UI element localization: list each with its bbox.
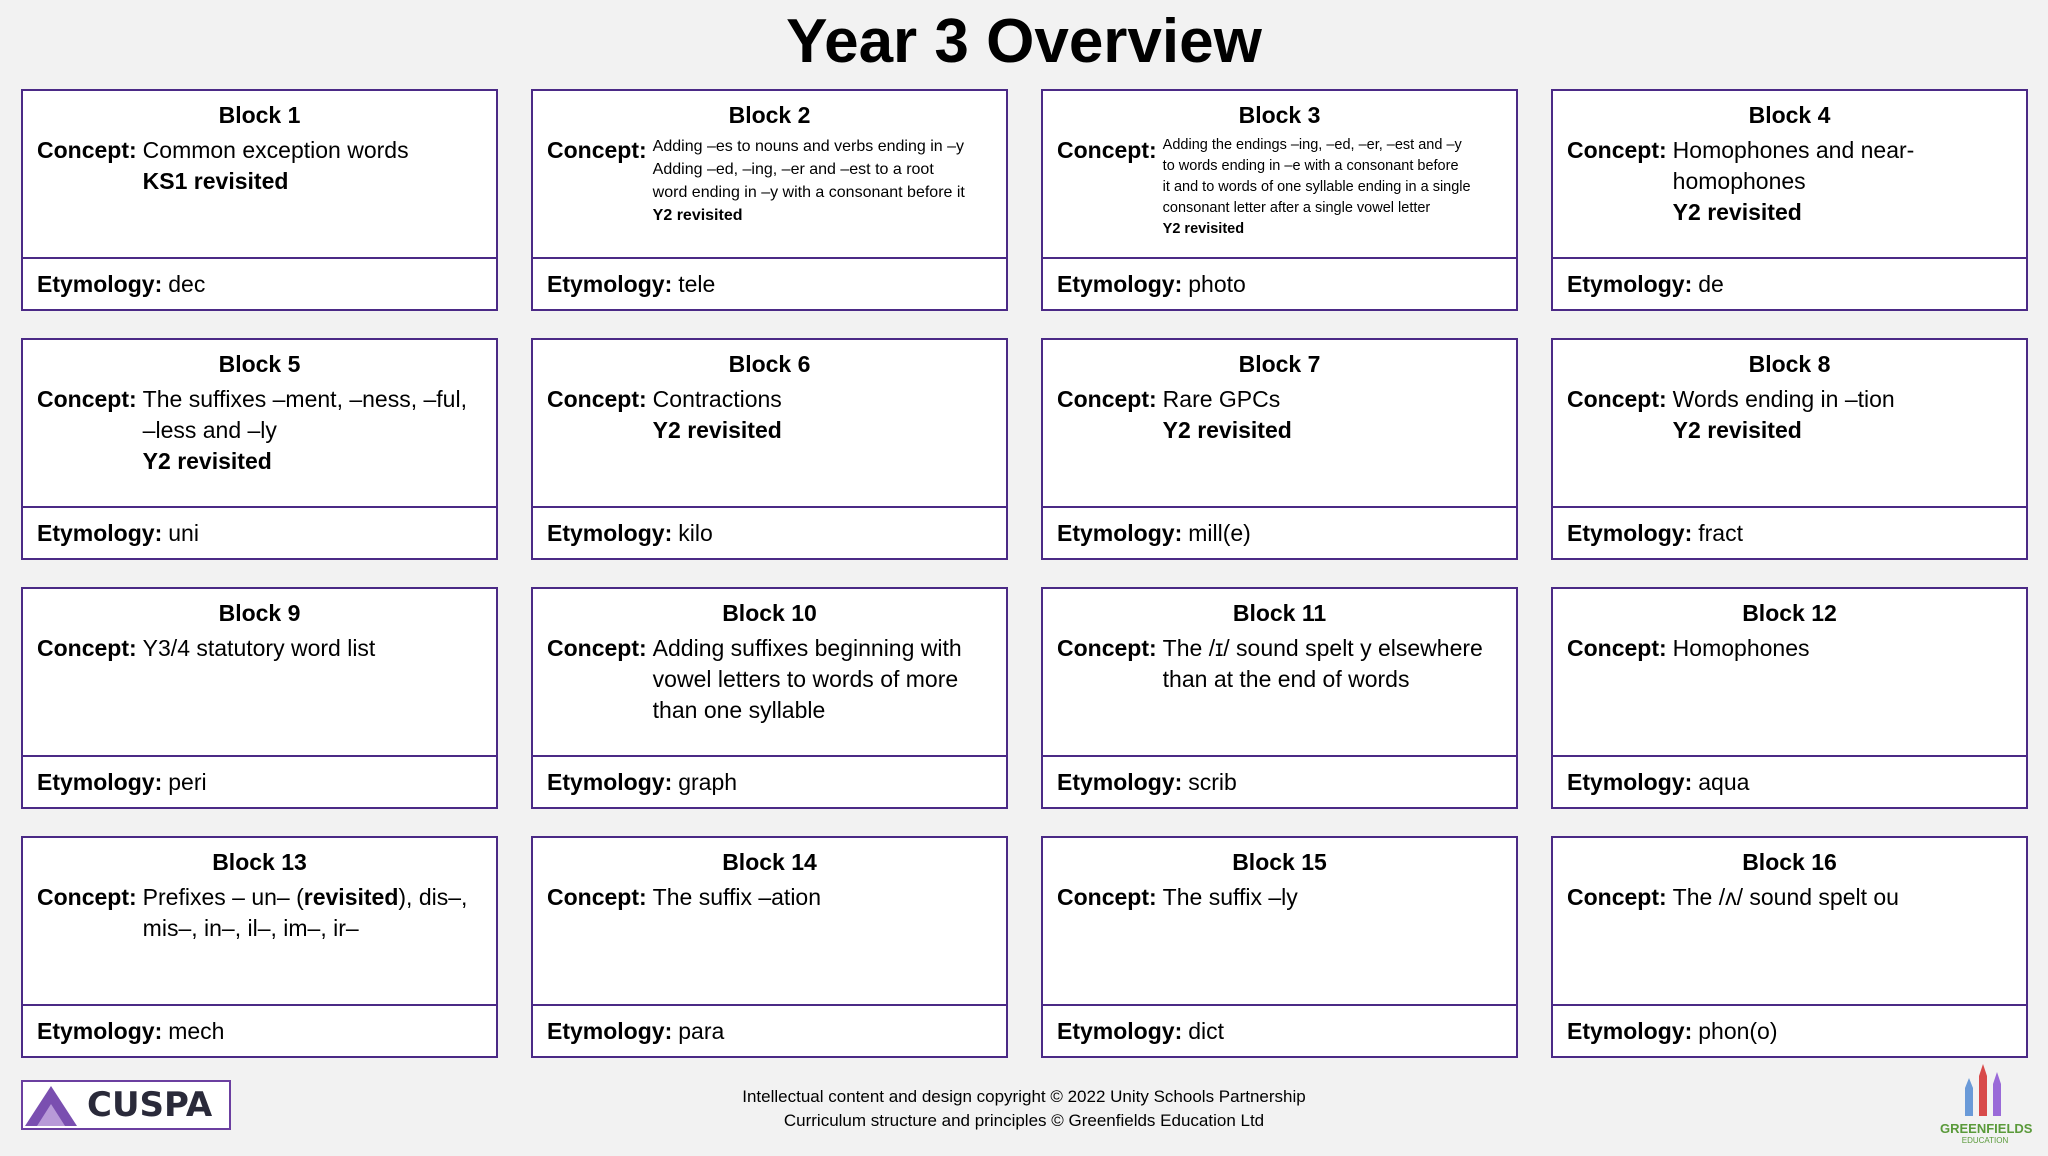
block-card xyxy=(1041,89,1518,311)
greenfields-logo-text: GREENFIELDS xyxy=(1940,1121,2033,1136)
block-title: Block 6 xyxy=(728,351,811,377)
concept-text xyxy=(653,882,992,913)
concept-line-part-bold: revisited xyxy=(303,884,399,910)
etymology-label: Etymology: xyxy=(37,1017,163,1044)
footer-copyright xyxy=(0,1085,2048,1133)
block-title: Block 15 xyxy=(1232,849,1327,875)
block-etymology xyxy=(23,757,496,807)
block-concept xyxy=(1567,384,2012,446)
block-concept-section xyxy=(533,589,1006,757)
block-concept xyxy=(37,633,482,664)
concept-label: Concept: xyxy=(37,884,137,910)
page-title: Year 3 Overview xyxy=(786,7,1262,76)
block-etymology xyxy=(1043,508,1516,558)
etymology-value: aqua xyxy=(1698,768,1750,795)
concept-text xyxy=(1163,882,1502,913)
concept-line: The suffix –ation xyxy=(652,884,822,910)
concept-line: Adding –ed, –ing, –er and –est to a root xyxy=(652,161,934,178)
block-title: Block 10 xyxy=(722,600,817,626)
concept-line: Contractions xyxy=(652,386,782,412)
block-etymology xyxy=(23,508,496,558)
block-concept xyxy=(1567,135,2012,228)
concept-line: consonant letter after a single vowel letter xyxy=(1162,200,1431,216)
concept-line-part: Prefixes – un– ( xyxy=(142,884,304,910)
block-etymology xyxy=(1553,1006,2026,1056)
footer-line-1: Intellectual content and design copyright © 2022 Unity Schools Partnership xyxy=(742,1087,1306,1106)
block-card xyxy=(1551,89,2028,311)
concept-line: than at the end of words xyxy=(1162,666,1410,692)
block-title: Block 1 xyxy=(218,102,301,128)
block-card xyxy=(1041,338,1518,560)
block-title: Block 4 xyxy=(1748,102,1831,128)
concept-text xyxy=(1163,633,1502,695)
concept-line: The /ʌ/ sound spelt ou xyxy=(1672,884,1899,910)
block-concept-section xyxy=(23,340,496,508)
concept-label: Concept: xyxy=(37,137,137,163)
block-concept-section xyxy=(533,838,1006,1006)
cuspa-logo-text: CUSPA xyxy=(87,1085,213,1125)
etymology-label: Etymology: xyxy=(1057,270,1183,297)
concept-line: Adding the endings –ing, –ed, –er, –est and –y xyxy=(1162,137,1462,153)
block-concept-section xyxy=(1553,838,2026,1006)
block-title: Block 12 xyxy=(1742,600,1837,626)
concept-text xyxy=(1673,135,2012,228)
concept-line: Y3/4 statutory word list xyxy=(142,635,376,661)
concept-line: Words ending in –tion xyxy=(1672,386,1895,412)
concept-label: Concept: xyxy=(1567,137,1667,163)
concept-label: Concept: xyxy=(1057,884,1157,910)
block-card xyxy=(1551,836,2028,1058)
block-title: Block 7 xyxy=(1238,351,1321,377)
etymology-value: fract xyxy=(1698,519,1743,546)
block-card xyxy=(531,338,1008,560)
concept-text xyxy=(653,384,992,446)
concept-line: it and to words of one syllable ending in a single xyxy=(1162,179,1471,195)
block-card xyxy=(21,587,498,809)
concept-label: Concept: xyxy=(547,884,647,910)
block-concept-section xyxy=(1553,91,2026,259)
concept-text xyxy=(143,135,482,197)
concept-line: Common exception words xyxy=(142,137,409,163)
revisited-note: Y2 revisited xyxy=(652,207,743,224)
concept-line: The suffixes –ment, –ness, –ful, xyxy=(142,386,467,412)
etymology-value: de xyxy=(1698,270,1724,297)
block-etymology xyxy=(1553,259,2026,309)
etymology-value: mill(e) xyxy=(1188,519,1251,546)
etymology-value: scrib xyxy=(1188,768,1237,795)
block-etymology xyxy=(533,757,1006,807)
pencils-icon xyxy=(1955,1062,2015,1118)
etymology-label: Etymology: xyxy=(1567,270,1693,297)
block-title: Block 13 xyxy=(212,849,307,875)
etymology-value: dict xyxy=(1188,1017,1225,1044)
etymology-value: uni xyxy=(168,519,199,546)
concept-line: The /ɪ/ sound spelt y elsewhere xyxy=(1162,635,1483,661)
revisited-note: Y2 revisited xyxy=(1672,417,1802,443)
block-concept-section xyxy=(1043,91,1516,259)
block-card xyxy=(531,836,1008,1058)
block-card xyxy=(1551,587,2028,809)
revisited-note: Y2 revisited xyxy=(652,417,782,443)
concept-label: Concept: xyxy=(1567,386,1667,412)
concept-label: Concept: xyxy=(37,386,137,412)
block-card xyxy=(21,338,498,560)
revisited-note: Y2 revisited xyxy=(1672,199,1802,225)
concept-line: Adding –es to nouns and verbs ending in –y xyxy=(652,138,965,155)
etymology-label: Etymology: xyxy=(37,519,163,546)
etymology-value: mech xyxy=(168,1017,225,1044)
block-concept xyxy=(547,384,992,446)
block-concept xyxy=(547,633,992,726)
concept-line: Homophones xyxy=(1672,635,1810,661)
block-concept-section xyxy=(23,91,496,259)
block-etymology xyxy=(23,259,496,309)
etymology-label: Etymology: xyxy=(1057,1017,1183,1044)
concept-line: –less and –ly xyxy=(142,417,277,443)
concept-line: than one syllable xyxy=(652,697,826,723)
concept-line: Adding suffixes beginning with xyxy=(652,635,962,661)
block-concept xyxy=(1057,135,1502,240)
block-title: Block 14 xyxy=(722,849,817,875)
etymology-label: Etymology: xyxy=(1057,519,1183,546)
block-etymology xyxy=(1553,757,2026,807)
block-card xyxy=(21,836,498,1058)
etymology-value: photo xyxy=(1188,270,1246,297)
block-concept xyxy=(547,135,992,227)
concept-label: Concept: xyxy=(1057,137,1157,163)
block-card xyxy=(21,89,498,311)
concept-label: Concept: xyxy=(547,137,647,163)
concept-text xyxy=(143,633,482,664)
concept-label: Concept: xyxy=(37,635,137,661)
etymology-value: graph xyxy=(678,768,738,795)
concept-label: Concept: xyxy=(1057,635,1157,661)
concept-line-part: ), dis–, xyxy=(398,884,468,910)
greenfields-logo-icon xyxy=(1940,1062,2033,1152)
block-concept xyxy=(1057,882,1502,913)
greenfields-logo-subtext: EDUCATION xyxy=(1961,1136,2009,1145)
block-card xyxy=(1041,587,1518,809)
block-title: Block 8 xyxy=(1748,351,1831,377)
etymology-label: Etymology: xyxy=(1567,519,1693,546)
etymology-value: para xyxy=(678,1017,725,1044)
block-etymology xyxy=(1043,1006,1516,1056)
block-concept-section xyxy=(533,91,1006,259)
etymology-value: phon(o) xyxy=(1698,1017,1778,1044)
etymology-label: Etymology: xyxy=(547,270,673,297)
etymology-label: Etymology: xyxy=(37,270,163,297)
block-concept-section xyxy=(1043,589,1516,757)
block-concept xyxy=(1567,633,2012,664)
block-concept-section xyxy=(23,589,496,757)
etymology-label: Etymology: xyxy=(1567,1017,1693,1044)
concept-line: The suffix –ly xyxy=(1162,884,1298,910)
block-title: Block 3 xyxy=(1238,102,1321,128)
revisited-note: KS1 revisited xyxy=(142,168,289,194)
block-concept xyxy=(1567,882,2012,913)
block-card xyxy=(1551,338,2028,560)
concept-text xyxy=(143,882,482,944)
concept-line: Homophones and near-homophones xyxy=(1672,137,1915,194)
concept-line: Rare GPCs xyxy=(1162,386,1281,412)
blocks-grid xyxy=(21,89,2027,1058)
etymology-value: tele xyxy=(678,270,716,297)
block-concept-section xyxy=(23,838,496,1006)
concept-line: to words ending in –e with a consonant before xyxy=(1162,158,1459,174)
etymology-label: Etymology: xyxy=(547,1017,673,1044)
footer-line-2: Curriculum structure and principles © Greenfields Education Ltd xyxy=(783,1111,1265,1130)
block-etymology xyxy=(1043,757,1516,807)
block-etymology xyxy=(533,508,1006,558)
block-concept xyxy=(1057,384,1502,446)
block-concept xyxy=(547,882,992,913)
concept-text xyxy=(1163,135,1502,240)
block-title: Block 11 xyxy=(1232,600,1327,626)
concept-text xyxy=(143,384,482,477)
concept-label: Concept: xyxy=(1057,386,1157,412)
block-title: Block 5 xyxy=(218,351,301,377)
etymology-label: Etymology: xyxy=(37,768,163,795)
block-etymology xyxy=(23,1006,496,1056)
block-concept-section xyxy=(1043,838,1516,1006)
etymology-label: Etymology: xyxy=(547,519,673,546)
revisited-note: Y2 revisited xyxy=(142,448,272,474)
concept-text xyxy=(1673,633,2012,664)
etymology-value: dec xyxy=(168,270,206,297)
concept-text xyxy=(653,633,992,726)
block-etymology xyxy=(1043,259,1516,309)
block-card xyxy=(1041,836,1518,1058)
concept-line: mis–, in–, il–, im–, ir– xyxy=(142,915,359,941)
concept-label: Concept: xyxy=(1567,884,1667,910)
etymology-value: peri xyxy=(168,768,207,795)
concept-text xyxy=(1673,882,2012,913)
etymology-value: kilo xyxy=(678,519,713,546)
etymology-label: Etymology: xyxy=(547,768,673,795)
concept-line: word ending in –y with a consonant before it xyxy=(652,184,965,201)
block-etymology xyxy=(1553,508,2026,558)
revisited-note: Y2 revisited xyxy=(1162,221,1245,237)
block-concept-section xyxy=(1553,589,2026,757)
concept-text xyxy=(653,135,992,227)
concept-text xyxy=(1673,384,2012,446)
concept-label: Concept: xyxy=(1567,635,1667,661)
block-etymology xyxy=(533,259,1006,309)
block-title: Block 16 xyxy=(1742,849,1837,875)
concept-label: Concept: xyxy=(547,386,647,412)
etymology-label: Etymology: xyxy=(1567,768,1693,795)
block-etymology xyxy=(533,1006,1006,1056)
concept-line: vowel letters to words of more xyxy=(652,666,959,692)
block-title: Block 9 xyxy=(218,600,301,626)
block-card xyxy=(531,587,1008,809)
block-concept xyxy=(1057,633,1502,695)
block-card xyxy=(531,89,1008,311)
block-concept xyxy=(37,384,482,477)
etymology-label: Etymology: xyxy=(1057,768,1183,795)
block-concept xyxy=(37,882,482,944)
concept-text xyxy=(1163,384,1502,446)
concept-line xyxy=(143,882,482,913)
block-concept xyxy=(37,135,482,197)
block-title: Block 2 xyxy=(728,102,811,128)
block-concept-section xyxy=(1553,340,2026,508)
revisited-note: Y2 revisited xyxy=(1162,417,1292,443)
block-concept-section xyxy=(533,340,1006,508)
concept-label: Concept: xyxy=(547,635,647,661)
block-concept-section xyxy=(1043,340,1516,508)
